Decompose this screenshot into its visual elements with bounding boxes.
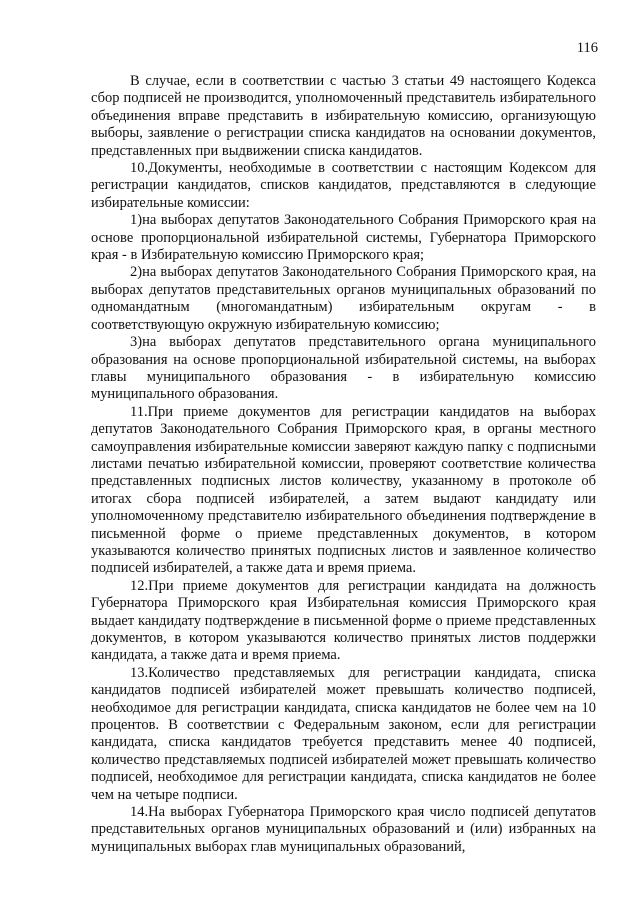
paragraph-11: 11.При приеме документов для регистрации кандидатов на выборах депутатов Законодательного Собрания Приморского края, в органы местного самоуправления избирательные комиссии заверяют каждую папку с подписными листами печатью избирательной комиссии, проверяют соответствие количества представленных подписных листов количеству, указанному в протоколе об итогах сбора подписей избирателей, а затем выдают кандидату или уполномоченному представителю избирательного объединения подтверждение в письменной форме о приеме представленных документов, в котором указываются количество принятых подписных листов и заявленное количество подписей избирателей, а также дата и время приема. [91,403,596,577]
paragraph-12: 12.При приеме документов для регистрации кандидата на должность Губернатора Приморского края Избирательная комиссия Приморского края выдает кандидату подтверждение в письменной форме о приеме представленных документов, в котором указываются количество принятых листов поддержки кандидата, а также дата и время приема. [91,577,596,664]
paragraph-14: 14.На выборах Губернатора Приморского края число подписей депутатов представительных органов муниципальных образований и (или) избранных на муниципальных выборах глав муниципальных образований, [91,804,596,855]
paragraph-13: 13.Количество представляемых для регистрации кандидата, списка кандидатов подписей избирателей может превышать количество подписей, необходимое для регистрации кандидата, списка кандидатов не более чем на 10 процентов. В соответствии с Федеральным законом, если для регистрации кандидата, списка кандидатов требуется представить менее 40 подписей, количество представляемых подписей избирателей может превышать количество подписей, необходимое для регистрации кандидата, списка кандидатов не более чем на четыре подписи. [91,664,596,803]
paragraph-10-item-1: 1)на выборах депутатов Законодательного Собрания Приморского края на основе пропорциональной избирательной системы, Губернатора Приморского края - в Избирательную комиссию Приморского края; [91,212,596,264]
document-body [91,73,596,856]
paragraph-10-item-3: 3)на выборах депутатов представительного органа муниципального образования на основе пропорциональной избирательной системы, на выборах главы муниципального образования - в избирательную комиссию муниципального образования. [91,334,596,403]
page-number: 116 [576,40,598,56]
paragraph-no-signature-collection: В случае, если в соответствии с частью 3 статьи 49 настоящего Кодекса сбор подписей не производится, уполномоченный представитель избирательного объединения вправе представить в избирательную комиссию, организующую выборы, заявление о регистрации списка кандидатов на основании документов, представленных при выдвижении списка кандидатов. [91,73,596,159]
paragraph-10-documents: 10.Документы, необходимые в соответствии с настоящим Кодексом для регистрации кандидатов, списков кандидатов, представляются в следующие избирательные комиссии: [91,160,596,211]
paragraph-10-item-2: 2)на выборах депутатов Законодательного Собрания Приморского края, на выборах депутатов представительных органов муниципальных образований по одномандатным (многомандатным) избирательным округам - в соответствующую окружную избирательную комиссию; [91,264,596,333]
